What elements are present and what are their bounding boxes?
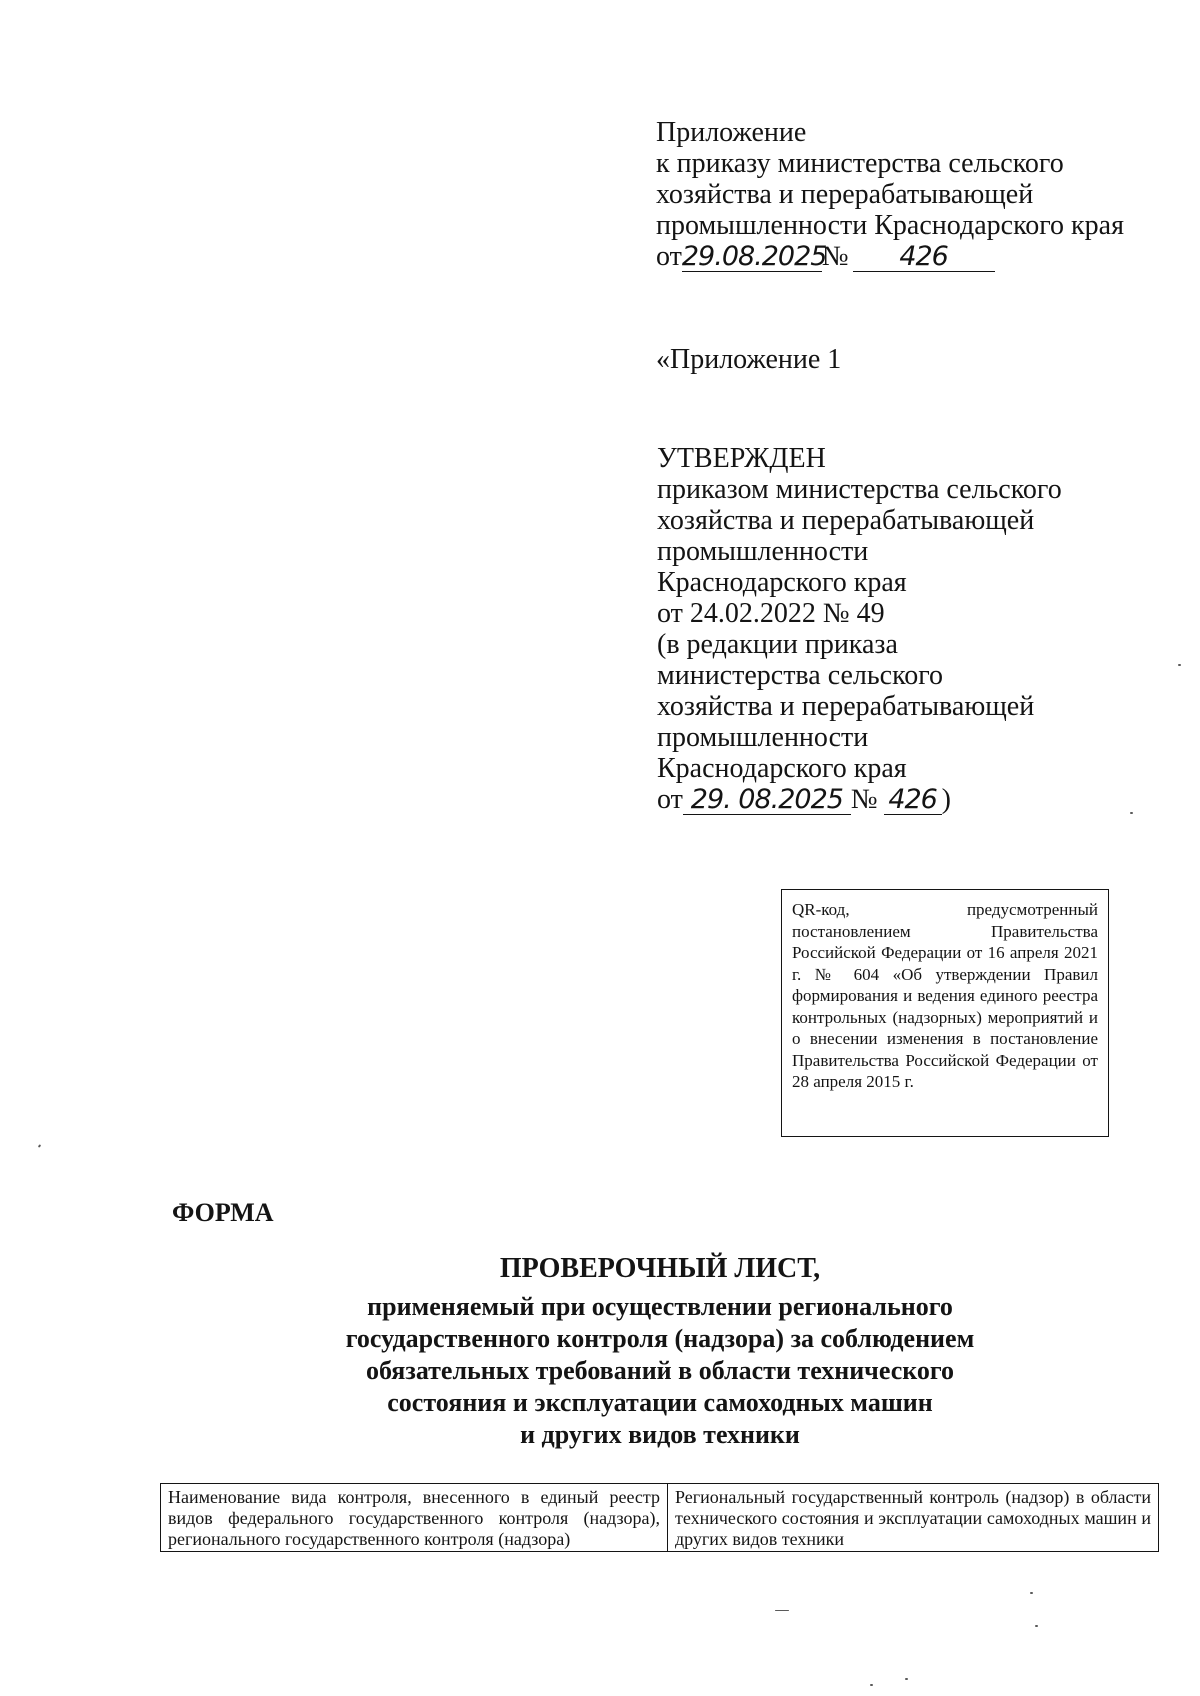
scan-speck xyxy=(775,1610,789,1611)
qr-code-placeholder xyxy=(781,889,1109,1137)
date-prefix: от xyxy=(657,784,683,815)
handwritten-number: 426 xyxy=(853,243,995,272)
handwritten-number: 426 xyxy=(884,786,942,815)
scan-speck xyxy=(1130,812,1133,814)
approved-title: УТВЕРЖДЕН xyxy=(657,443,826,474)
closing-paren: ) xyxy=(941,784,951,815)
table-cell-value: Региональный государственный контроль (надзор) в области технического состояния и эксплуатации самоходных машин и других видов техники xyxy=(668,1484,1159,1552)
approved-line: Краснодарского края xyxy=(657,753,907,784)
appendix-line-2: к приказу министерства сельского xyxy=(656,148,1064,179)
title-main: ПРОВЕРОЧНЫЙ ЛИСТ, xyxy=(499,1253,821,1284)
date-prefix: от xyxy=(656,241,682,272)
title-line: государственного контроля (надзора) за соблюдением xyxy=(345,1324,975,1353)
scan-speck xyxy=(1035,1625,1038,1627)
appendix-line-4: промышленности Краснодарского края xyxy=(656,210,1124,241)
title-line: обязательных требований в области технического xyxy=(365,1356,955,1385)
approved-block xyxy=(657,443,1062,815)
control-type-table xyxy=(160,1483,1159,1552)
number-sign: № xyxy=(850,784,878,815)
handwritten-date: 29. 08.2025 xyxy=(683,786,851,815)
title-line: применяемый при осуществлении регионального xyxy=(367,1292,953,1321)
scan-speck xyxy=(1030,1592,1033,1594)
scan-speck xyxy=(870,1684,873,1686)
appendix-line-3: хозяйства и перерабатывающей xyxy=(656,179,1034,210)
handwritten-date: 29.08.2025 xyxy=(681,241,827,272)
appendix-date-line xyxy=(656,241,1124,272)
approved-line: хозяйства и перерабатывающей xyxy=(657,505,1035,536)
approved-line: министерства сельского xyxy=(657,660,944,691)
scan-speck xyxy=(38,1144,41,1148)
form-label: ФОРМА xyxy=(172,1198,274,1227)
appendix-header xyxy=(656,117,1124,272)
approved-line: промышленности xyxy=(657,536,869,567)
table-cell-label: Наименование вида контроля, внесенного в единый реестр видов федерального государственного контроля (надзора), регионального государственного контроля (надзора) xyxy=(161,1484,668,1552)
document-title xyxy=(240,1253,1080,1451)
table-row xyxy=(161,1484,1159,1552)
appendix-title: Приложение xyxy=(656,117,807,148)
appendix-1-label: «Приложение 1 xyxy=(656,344,842,375)
scan-speck xyxy=(1178,664,1181,666)
scan-speck xyxy=(905,1678,908,1680)
approved-date-line xyxy=(657,784,1062,815)
approved-line: от 24.02.2022 № 49 xyxy=(657,598,885,629)
approved-line: Краснодарского края xyxy=(657,567,907,598)
title-line: и других видов техники xyxy=(520,1420,800,1449)
number-sign: № xyxy=(821,241,849,272)
approved-line: приказом министерства сельского xyxy=(657,474,1062,505)
qr-code-note: QR-код, предусмотренный постановлением Правительства Российской Федерации от 16 апреля 2021 г. № 604 «Об утверждении Правил формирования и ведения единого реестра контрольных (надзорных) мероприятий и о внесении изменения в постановление Правительства Российской Федерации от 28 апреля 2015 г. xyxy=(792,900,1098,1091)
title-line: состояния и эксплуатации самоходных машин xyxy=(387,1388,933,1417)
approved-line: хозяйства и перерабатывающей xyxy=(657,691,1035,722)
approved-line: (в редакции приказа xyxy=(657,629,898,660)
approved-line: промышленности xyxy=(657,722,869,753)
